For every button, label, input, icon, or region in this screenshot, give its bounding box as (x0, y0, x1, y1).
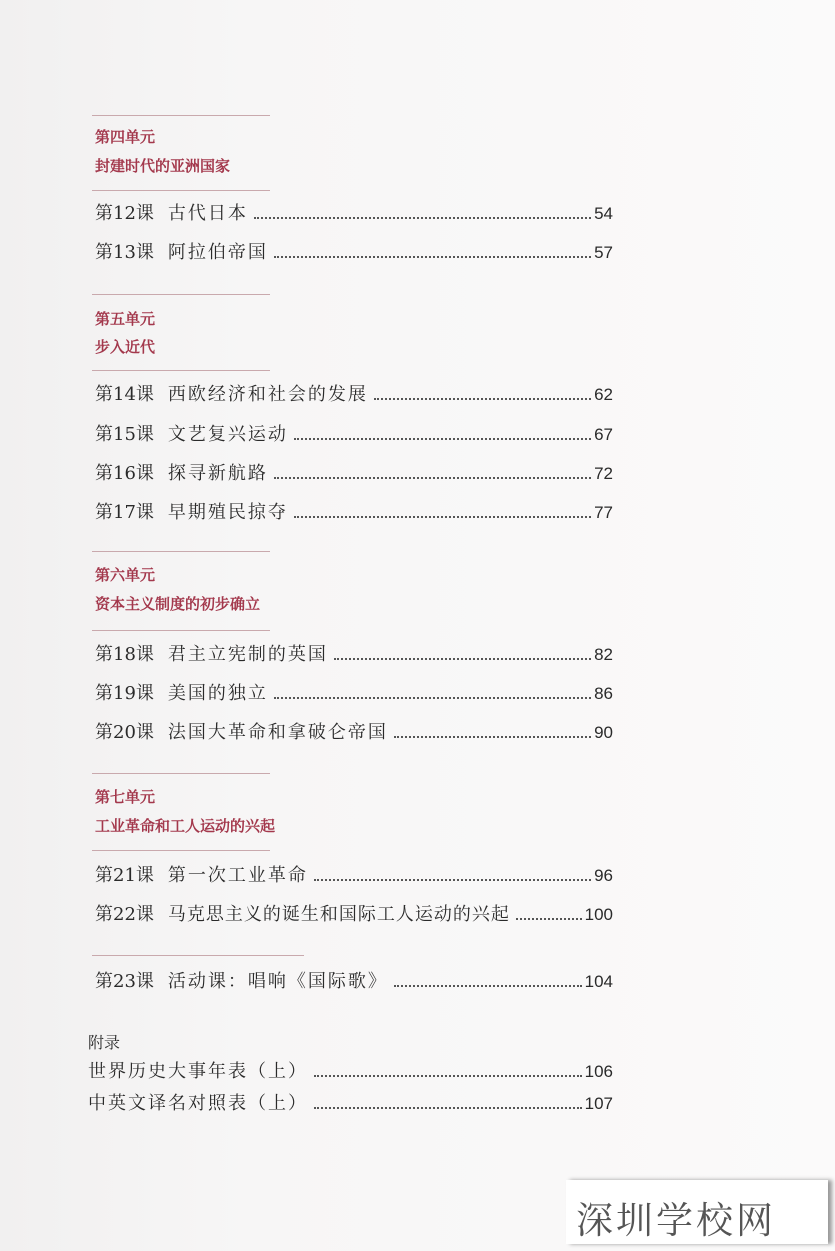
toc-entry[interactable] (95, 241, 613, 265)
toc-entry[interactable] (88, 1092, 613, 1116)
unit-title: 封建时代的亚洲国家 (95, 157, 231, 175)
lesson-title: 第一次工业革命 (167, 865, 308, 886)
lesson-number: 第14课 (95, 384, 154, 405)
appendix-title: 世界历史大事年表（上） (88, 1061, 308, 1082)
page-number: 57 (594, 243, 613, 262)
dot-leader (314, 879, 591, 881)
lesson-number: 第19课 (95, 683, 154, 704)
lesson-number: 第18课 (95, 644, 154, 665)
lesson-title: 君主立宪制的英国 (167, 644, 328, 665)
lesson-number: 第15课 (95, 424, 154, 445)
page-number: 90 (594, 723, 613, 742)
divider (92, 190, 270, 191)
divider (92, 955, 304, 956)
page-number: 77 (594, 503, 613, 522)
lesson-number: 第20课 (95, 722, 154, 743)
page-number: 54 (594, 204, 613, 223)
lesson-number: 第23课 (95, 971, 154, 992)
divider (92, 850, 270, 851)
appendix-title: 中英文译名对照表（上） (88, 1093, 308, 1114)
lesson-title: 法国大革命和拿破仑帝国 (167, 722, 388, 743)
dot-leader (274, 477, 591, 479)
page-number: 62 (594, 385, 613, 404)
lesson-number: 第13课 (95, 242, 154, 263)
divider (92, 370, 270, 371)
unit-title: 工业革命和工人运动的兴起 (95, 817, 276, 835)
unit-title: 步入近代 (95, 338, 156, 356)
unit-label: 第四单元 (95, 128, 156, 146)
lesson-number: 第22课 (95, 904, 154, 925)
dot-leader (274, 697, 591, 699)
dot-leader (394, 736, 591, 738)
lesson-title: 西欧经济和社会的发展 (167, 384, 368, 405)
page-number: 106 (584, 1062, 613, 1081)
dot-leader (374, 398, 591, 400)
divider (92, 115, 270, 116)
page-number: 107 (584, 1094, 613, 1113)
unit-label: 第六单元 (95, 566, 156, 584)
lesson-title: 早期殖民掠夺 (167, 502, 288, 523)
dot-leader (294, 516, 591, 518)
toc-entry[interactable] (88, 1060, 613, 1084)
watermark-text: 深圳学校网 (576, 1199, 776, 1242)
dot-leader (314, 1107, 582, 1109)
page-number: 67 (594, 425, 613, 444)
lesson-title: 阿拉伯帝国 (167, 242, 268, 263)
dot-leader (394, 985, 582, 987)
lesson-number: 第12课 (95, 203, 154, 224)
page-number: 96 (594, 866, 613, 885)
lesson-number: 第16课 (95, 463, 154, 484)
toc-entry[interactable] (95, 721, 613, 745)
page-number: 82 (594, 645, 613, 664)
lesson-title: 美国的独立 (167, 683, 268, 704)
dot-leader (334, 658, 591, 660)
dot-leader (516, 918, 582, 920)
toc-entry[interactable] (95, 682, 613, 706)
toc-entry[interactable] (95, 970, 613, 994)
divider (92, 630, 270, 631)
dot-leader (274, 256, 591, 258)
divider (92, 773, 270, 774)
toc-entry[interactable] (95, 501, 613, 525)
lesson-number: 第17课 (95, 502, 154, 523)
toc-entry[interactable] (95, 202, 613, 226)
page-number: 104 (584, 972, 613, 991)
lesson-title: 探寻新航路 (167, 463, 268, 484)
divider (92, 551, 270, 552)
page-number: 72 (594, 464, 613, 483)
divider (92, 294, 270, 295)
lesson-title: 马克思主义的诞生和国际工人运动的兴起 (167, 904, 510, 925)
toc-entry[interactable] (95, 864, 613, 888)
dot-leader (254, 217, 591, 219)
toc-entry[interactable] (95, 903, 613, 927)
lesson-title: 文艺复兴运动 (167, 424, 288, 445)
toc-entry[interactable] (95, 462, 613, 486)
appendix-label: 附录 (88, 1035, 121, 1052)
toc-entry[interactable] (95, 383, 613, 407)
dot-leader (294, 438, 591, 440)
lesson-title: 古代日本 (167, 203, 248, 224)
lesson-title: 活动课：唱响《国际歌》 (167, 971, 388, 992)
watermark (566, 1180, 828, 1244)
dot-leader (314, 1075, 582, 1077)
page-number: 86 (594, 684, 613, 703)
unit-label: 第七单元 (95, 788, 156, 806)
toc-entry[interactable] (95, 423, 613, 447)
unit-label: 第五单元 (95, 310, 156, 328)
lesson-number: 第21课 (95, 865, 154, 886)
toc-entry[interactable] (95, 643, 613, 667)
page-number: 100 (584, 905, 613, 924)
unit-title: 资本主义制度的初步确立 (95, 595, 261, 613)
